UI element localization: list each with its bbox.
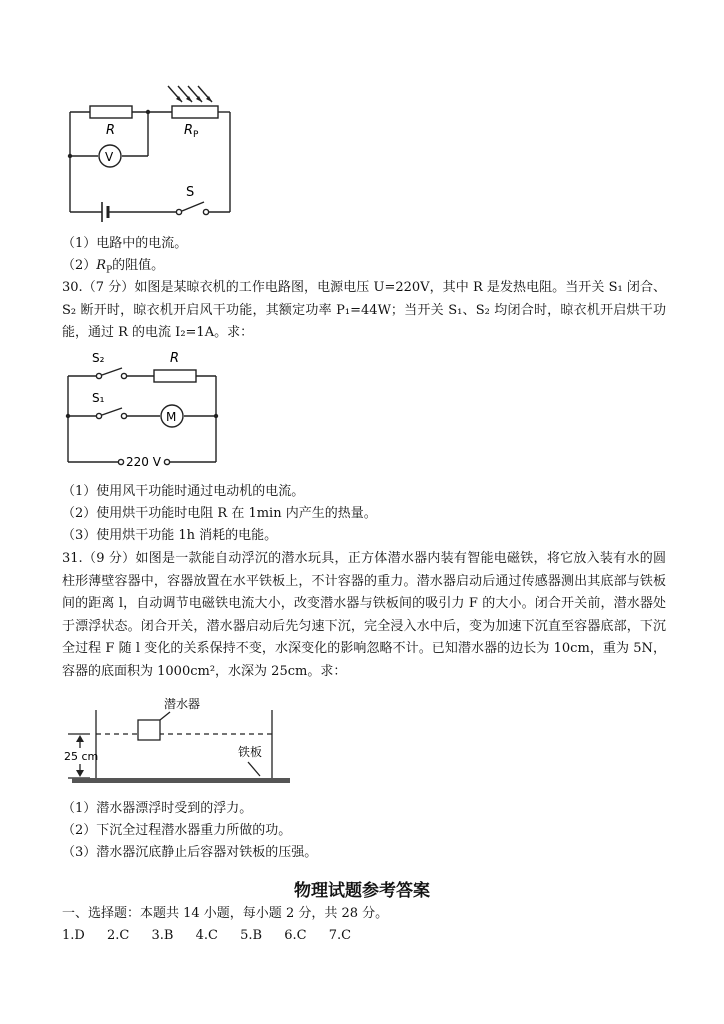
- q31-sub2: （2）下沉全过程潜水器重力所做的功。: [62, 823, 292, 838]
- label-submarine: 潜水器: [164, 697, 201, 711]
- label-voltmeter: V: [105, 150, 114, 164]
- submarine-cube: [138, 720, 160, 740]
- answer-item: 6.C: [284, 928, 307, 943]
- resistor-r: [90, 106, 132, 118]
- label-s1: S₁: [92, 391, 105, 405]
- answer-item: 1.D: [62, 928, 85, 943]
- circuit-diagram-rp: [60, 84, 240, 226]
- label-voltage: 220 V: [126, 455, 161, 469]
- q29-sub2: $(2)R_P$的阻值。: [62, 258, 165, 276]
- answer-list: [62, 928, 369, 943]
- answer-item: 5.B: [240, 928, 263, 943]
- q30-sub1: （1）使用风干功能时通过电动机的电流。: [62, 484, 305, 499]
- resistor-r2: [154, 370, 196, 382]
- answer-item: 4.C: [195, 928, 218, 943]
- circuit-diagram-dryer: [60, 350, 230, 472]
- q31-sub3: （3）潜水器沉底静止后容器对铁板的压强。: [62, 845, 318, 860]
- answer-item: 3.B: [151, 928, 174, 943]
- label-r: R: [106, 123, 116, 138]
- label-iron-plate: 铁板: [238, 745, 263, 759]
- iron-plate: [72, 778, 290, 783]
- q30-sub3: （3）使用烘干功能 1h 消耗的电能。: [62, 528, 278, 543]
- q30-text: 30.（7 分）如图是某晾衣机的工作电路图，电源电压 U=220V，其中 R 是发热电阻。当开关 S₁ 闭合、S₂ 断开时，晾衣机开启风干功能，其额定功率 P₁=44W；当开关 S₁、S₂ 均闭合时，晾衣机开启烘干功能，通过 R 的电流 I₂=1A。求：: [62, 280, 666, 340]
- q31-text: 31.（9 分）如图是一款能自动浮沉的潜水玩具，正方体潜水器内装有智能电磁铁，将它放入装有水的圆柱形薄壁容器中，容器放置在水平铁板上，不计容器的重力。潜水器启动后通过传感器测出其底部与铁板间的距离 l，自动调节电磁铁电流大小，改变潜水器与铁板间的吸引力 F 的大小。闭合开关前，潜水器处于漂浮状态。闭合开关，潜水器启动后先匀速下沉，完全浸入水中后，变为加速下沉直至容器底部，下沉全过程 F 随 l 变化的关系保持不变，水深变化的影响忽略不计。已知潜水器的边长为 10cm，重为 5N，容器的底面积为 1000cm²，水深为 25cm。求：: [62, 551, 666, 679]
- answer-section-1: 一、选择题：本题共 14 小题，每小题 2 分，共 28 分。: [62, 906, 389, 921]
- label-depth: 25 cm: [64, 750, 99, 763]
- label-motor: M: [166, 410, 177, 424]
- q31-sub1: （1）潜水器漂浮时受到的浮力。: [62, 801, 253, 816]
- resistor-rp: [172, 106, 218, 118]
- label-s2: S₂: [92, 351, 105, 365]
- q29-sub1: （1）电路中的电流。: [62, 236, 188, 251]
- answer-item: 7.C: [328, 928, 352, 943]
- answer-key-title: 物理试题参考答案: [294, 881, 430, 901]
- label-rp: $R_P$: [184, 123, 199, 140]
- q30-sub2: （2）使用烘干功能时电阻 R 在 1min 内产生的热量。: [62, 506, 377, 521]
- label-switch: S: [186, 185, 195, 200]
- answer-item: 2.C: [106, 928, 130, 943]
- submarine-diagram: [60, 690, 292, 794]
- label-r2: R: [170, 351, 180, 366]
